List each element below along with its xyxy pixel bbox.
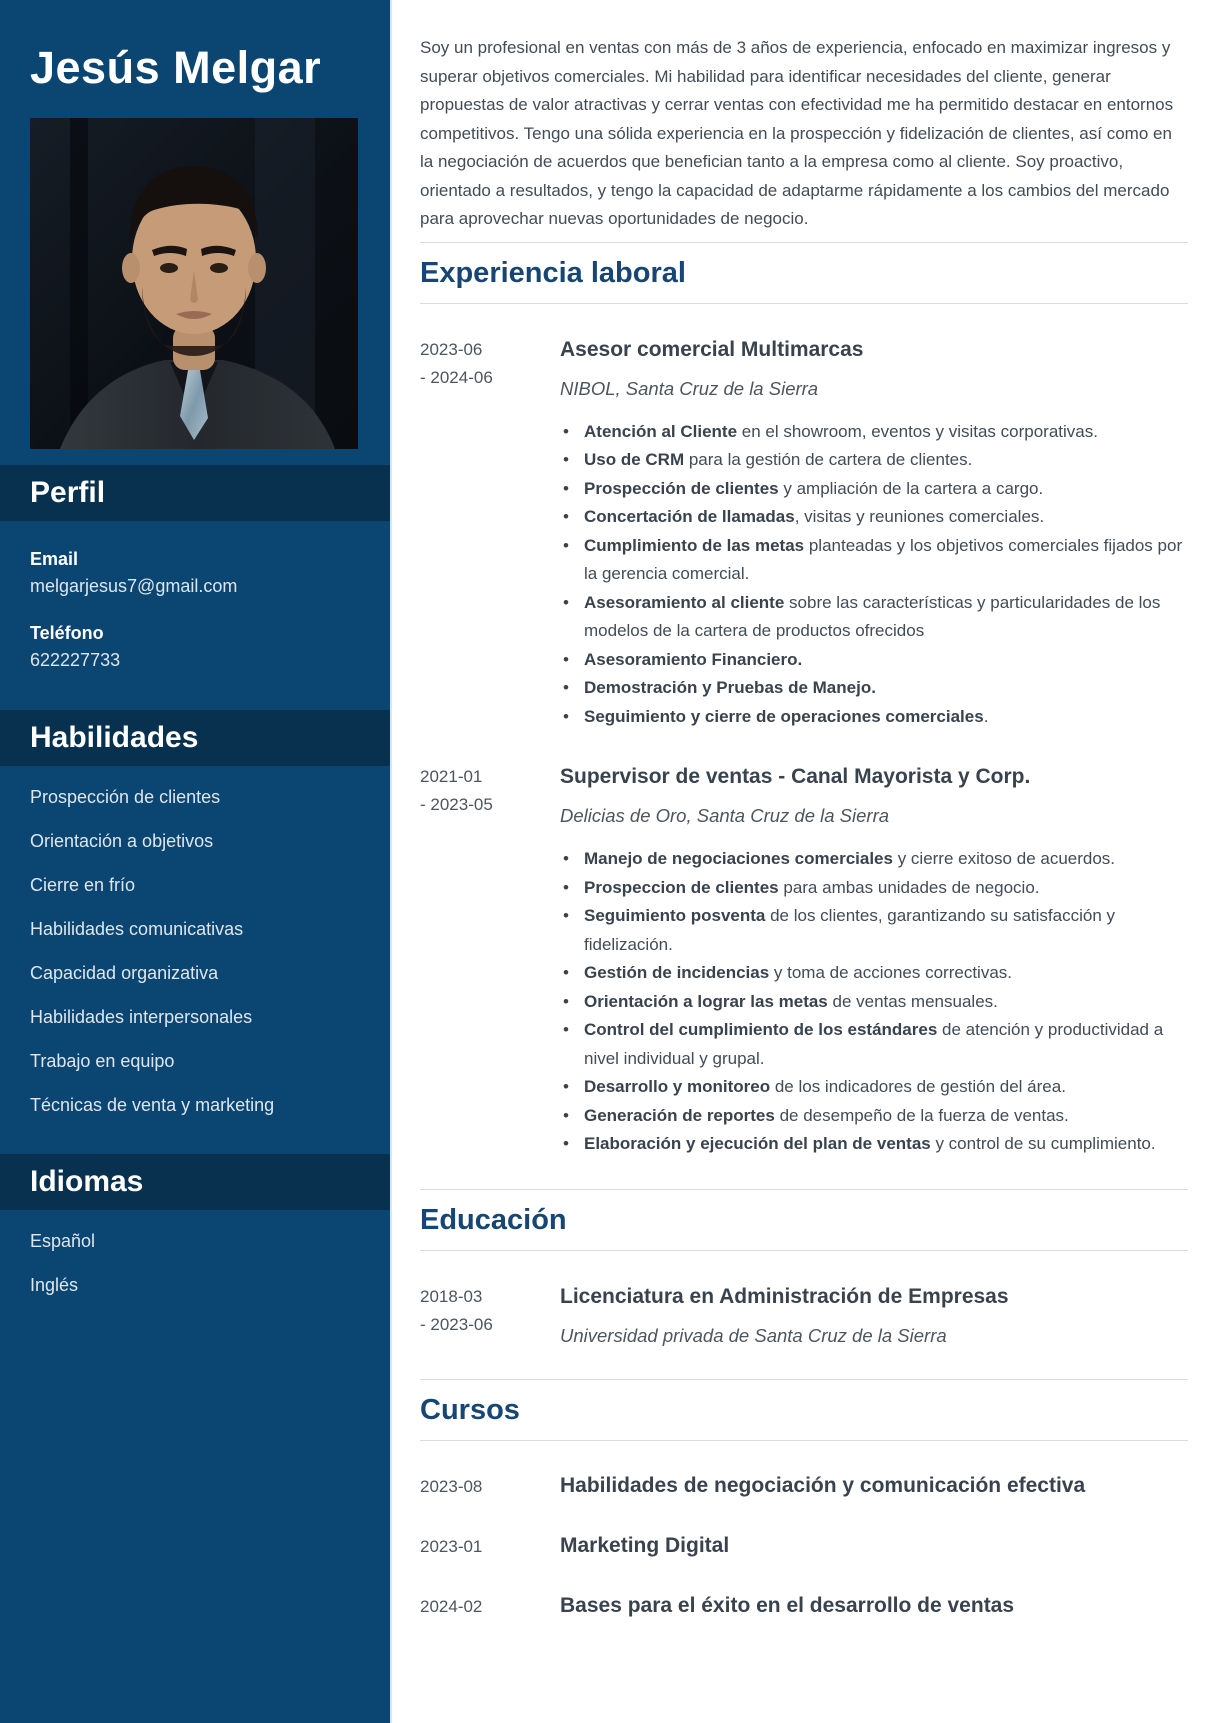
job-bullet bbox=[560, 503, 1188, 532]
bullet-rest: , visitas y reuniones comerciales. bbox=[794, 507, 1045, 526]
course-row bbox=[420, 1593, 1188, 1621]
bullet-lead: Generación de reportes bbox=[584, 1105, 775, 1125]
bullet-lead: Orientación a lograr las metas bbox=[584, 991, 828, 1011]
bullet-rest: de los indicadores de gestión del área. bbox=[770, 1077, 1066, 1096]
bullet-rest: planteadas y los objetivos comerciales fijados por la gerencia comercial. bbox=[584, 535, 1183, 583]
job-company: NIBOL, Santa Cruz de la Sierra bbox=[560, 377, 819, 399]
email-value: melgarjesus7@gmail.com bbox=[30, 576, 238, 596]
date-start: 2021-01 bbox=[420, 767, 483, 786]
education-entry bbox=[420, 1283, 1188, 1349]
job-title: Asesor comercial Multimarcas bbox=[560, 337, 864, 361]
phone-value: 622227733 bbox=[30, 650, 121, 670]
entry-dates bbox=[420, 1283, 560, 1349]
skill-item: Técnicas de venta y marketing bbox=[30, 1095, 275, 1115]
bullet-rest: de desempeño de la fuerza de ventas. bbox=[774, 1105, 1069, 1125]
bullet-rest: de atención y productividad a nivel individual y grupal. bbox=[584, 1020, 1164, 1068]
job-bullet bbox=[560, 646, 1188, 675]
bullet-rest: en el showroom, eventos y visitas corporativas. bbox=[737, 421, 1098, 441]
bullet-lead: Control del cumplimiento de los estándares bbox=[584, 1020, 938, 1039]
candidate-name: Jesús Melgar bbox=[30, 42, 322, 93]
skill-item: Prospección de clientes bbox=[30, 787, 221, 807]
entry-content bbox=[560, 336, 1188, 732]
skill-item: Habilidades comunicativas bbox=[30, 919, 244, 939]
job-title: Supervisor de ventas - Canal Mayorista y Corp. bbox=[560, 765, 1031, 788]
main-content bbox=[394, 0, 1220, 1723]
courses-list bbox=[420, 1473, 1188, 1621]
job-bullet bbox=[560, 475, 1188, 504]
skill-item: Trabajo en equipo bbox=[30, 1051, 175, 1071]
school-name: Universidad privada de Santa Cruz de la Sierra bbox=[560, 1324, 947, 1346]
skill-item: Capacidad organizativa bbox=[30, 963, 219, 983]
experience-entry-1 bbox=[420, 336, 1188, 732]
skill-item: Cierre en frío bbox=[30, 875, 136, 895]
date-end: - 2023-06 bbox=[420, 1314, 493, 1334]
course-row bbox=[420, 1533, 1188, 1561]
skill-item: Habilidades interpersonales bbox=[30, 1007, 253, 1027]
language-item: Español bbox=[30, 1231, 96, 1251]
profile-summary: Soy un profesional en ventas con más de 3 años de experiencia, enfocado en maximizar ingresos y superar objetivos comerciales. Mi habilidad para identificar necesidades del cliente, generar propuestas de valor atractivas y cerrar ventas con efectividad me ha permitido destacar en entornos competitivos. Tengo una sólida experiencia en la prospección y fidelización de clientes, así como en la negociación de acuerdos que benefician tanto a la empresa como al cliente. Soy proactivo, orientado a resultados, y tengo la capacidad de adaptarme rápidamente a los cambios del mercado para aprovechar nuevas oportunidades de negocio. bbox=[420, 38, 1174, 228]
entry-dates bbox=[420, 336, 560, 732]
skills-list bbox=[0, 784, 390, 1142]
portrait-illustration bbox=[30, 118, 358, 449]
bullet-lead: Gestión de incidencias bbox=[584, 963, 770, 982]
email-label: Email bbox=[30, 549, 79, 569]
sidebar-section-perfil bbox=[0, 465, 390, 521]
profile-photo bbox=[30, 118, 358, 449]
section-header-experiencia bbox=[420, 242, 1188, 304]
date-start: 2018-03 bbox=[420, 1286, 483, 1306]
section-header-educacion bbox=[420, 1189, 1188, 1251]
course-date: 2023-08 bbox=[420, 1476, 483, 1496]
job-bullet bbox=[560, 988, 1188, 1017]
bullet-lead: Prospeccion de clientes bbox=[584, 877, 779, 897]
course-title: Bases para el éxito en el desarrollo de ventas bbox=[560, 1593, 1015, 1617]
bullet-lead: Atención al Cliente bbox=[584, 421, 738, 441]
bullet-lead: Seguimiento y cierre de operaciones comerciales bbox=[584, 706, 984, 726]
job-company: Delicias de Oro, Santa Cruz de la Sierra bbox=[560, 805, 890, 826]
bullet-rest: de ventas mensuales. bbox=[827, 991, 998, 1011]
job-bullet bbox=[560, 1130, 1188, 1159]
course-title: Habilidades de negociación y comunicación efectiva bbox=[560, 1473, 1086, 1497]
perfil-title: Perfil bbox=[30, 476, 106, 509]
job-bullet-list bbox=[560, 418, 1188, 732]
job-bullet bbox=[560, 902, 1188, 959]
job-bullet bbox=[560, 703, 1188, 732]
job-bullet bbox=[560, 1102, 1188, 1131]
bullet-rest: de los clientes, garantizando su satisfacción y fidelización. bbox=[584, 906, 1116, 954]
bullet-lead: Desarrollo y monitoreo bbox=[584, 1077, 771, 1096]
date-start: 2023-06 bbox=[420, 339, 483, 359]
date-end: - 2024-06 bbox=[420, 367, 493, 387]
course-date: 2023-01 bbox=[420, 1536, 483, 1556]
bullet-lead: Seguimiento posventa bbox=[584, 906, 766, 925]
languages-list bbox=[0, 1228, 390, 1322]
contact-block bbox=[0, 521, 390, 694]
habilidades-title: Habilidades bbox=[30, 721, 199, 754]
job-bullet bbox=[560, 446, 1188, 475]
bullet-rest: y ampliación de la cartera a cargo. bbox=[778, 478, 1044, 498]
entry-content bbox=[560, 1283, 1188, 1349]
experience-entry-2 bbox=[420, 763, 1188, 1159]
bullet-rest: . bbox=[983, 706, 989, 726]
section-title-experiencia: Experiencia laboral bbox=[420, 256, 686, 289]
bullet-rest: y toma de acciones correctivas. bbox=[769, 963, 1012, 982]
section-title-cursos: Cursos bbox=[420, 1393, 520, 1426]
section-header-cursos bbox=[420, 1379, 1188, 1441]
degree-title: Licenciatura en Administración de Empresas bbox=[560, 1284, 1009, 1308]
job-bullet bbox=[560, 418, 1188, 447]
job-bullet bbox=[560, 589, 1188, 646]
language-item: Inglés bbox=[30, 1275, 79, 1295]
bullet-lead: Asesoramiento Financiero. bbox=[584, 649, 803, 669]
sidebar bbox=[0, 0, 392, 1723]
job-bullet bbox=[560, 532, 1188, 589]
bullet-rest: y cierre exitoso de acuerdos. bbox=[892, 849, 1116, 868]
entry-content bbox=[560, 763, 1188, 1159]
section-title-educacion: Educación bbox=[420, 1203, 567, 1236]
bullet-lead: Demostración y Pruebas de Manejo. bbox=[584, 678, 876, 697]
bullet-lead: Manejo de negociaciones comerciales bbox=[584, 849, 893, 868]
job-bullet bbox=[560, 1016, 1188, 1073]
sidebar-section-habilidades bbox=[0, 710, 390, 766]
job-bullet bbox=[560, 959, 1188, 988]
bullet-rest: sobre las características y particularidades de los modelos de la cartera de productos ofrecidos bbox=[584, 592, 1161, 640]
bullet-lead: Asesoramiento al cliente bbox=[584, 592, 785, 612]
date-end: - 2023-05 bbox=[420, 795, 493, 814]
bullet-lead: Elaboración y ejecución del plan de ventas bbox=[584, 1134, 931, 1153]
sidebar-section-idiomas bbox=[0, 1154, 390, 1210]
bullet-rest: para la gestión de cartera de clientes. bbox=[684, 450, 973, 469]
idiomas-title: Idiomas bbox=[30, 1165, 144, 1198]
bullet-lead: Concertación de llamadas bbox=[584, 507, 795, 526]
bullet-rest: para ambas unidades de negocio. bbox=[778, 877, 1040, 897]
bullet-rest: y control de su cumplimiento. bbox=[930, 1134, 1156, 1153]
job-bullet bbox=[560, 874, 1188, 903]
course-title: Marketing Digital bbox=[560, 1533, 730, 1557]
course-date: 2024-02 bbox=[420, 1596, 483, 1616]
job-bullet bbox=[560, 674, 1188, 703]
course-row bbox=[420, 1473, 1188, 1501]
phone-label: Teléfono bbox=[30, 623, 104, 643]
job-bullet bbox=[560, 1073, 1188, 1102]
skill-item: Orientación a objetivos bbox=[30, 831, 214, 851]
job-bullet bbox=[560, 845, 1188, 874]
bullet-lead: Uso de CRM bbox=[584, 450, 685, 469]
entry-dates bbox=[420, 763, 560, 1159]
bullet-lead: Cumplimiento de las metas bbox=[584, 535, 805, 555]
job-bullet-list bbox=[560, 845, 1188, 1159]
bullet-lead: Prospección de clientes bbox=[584, 478, 779, 498]
